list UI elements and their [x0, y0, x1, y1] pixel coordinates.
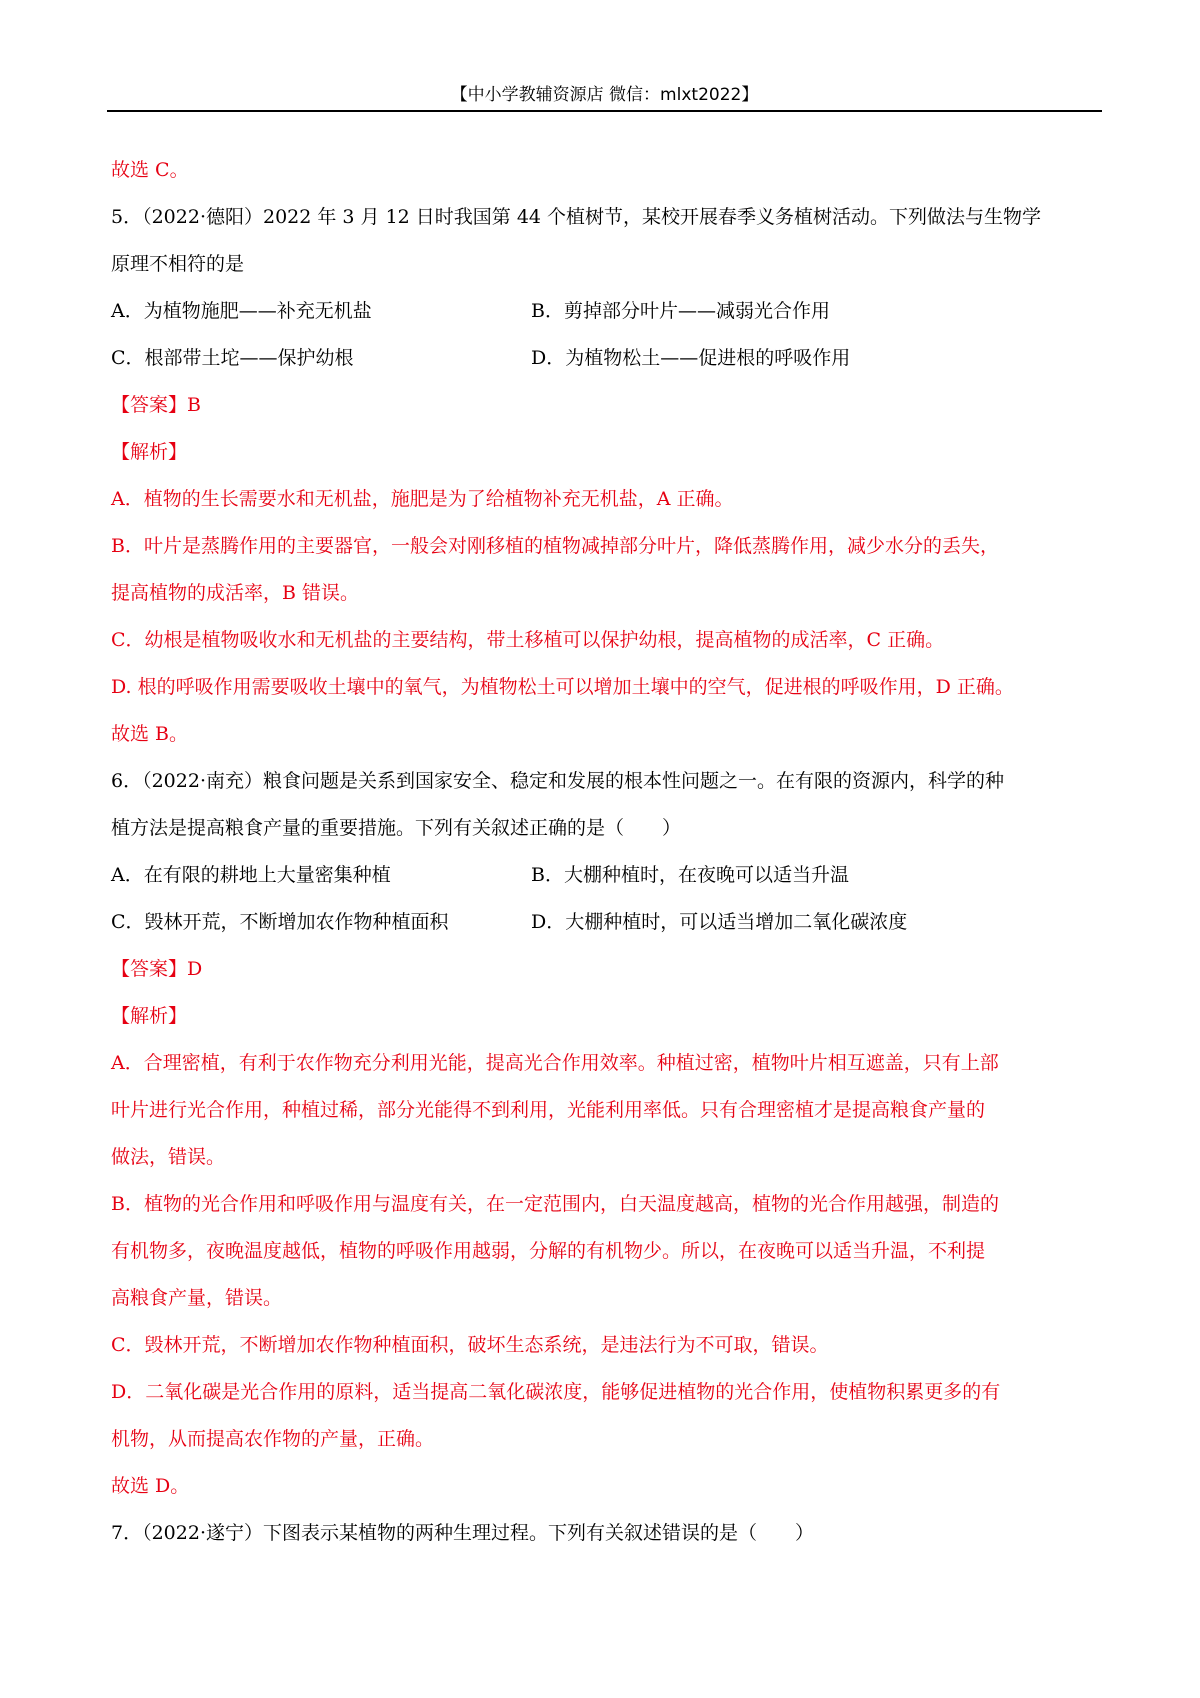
analysis-line: B．植物的光合作用和呼吸作用与温度有关，在一定范围内，白天温度越高，植物的光合作用越强，制造的: [111, 1193, 999, 1215]
question-6: [111, 758, 1096, 1510]
analysis-line: D. 根的呼吸作用需要吸收土壤中的氧气，为植物松土可以增加土壤中的空气，促进根的呼吸作用，D 正确。: [111, 676, 1014, 698]
analysis-line: 有机物多，夜晚温度越低，植物的呼吸作用越弱，分解的有机物少。所以，在夜晚可以适当升温，不利提: [111, 1240, 986, 1262]
header-divider: [107, 110, 1102, 112]
conclusion: 故选 D。: [111, 1475, 190, 1497]
question-stem-line: 5．（2022·德阳）2022 年 3 月 12 日时我国第 44 个植树节，某校开展春季义务植树活动。下列做法与生物学: [111, 206, 1042, 228]
analysis-line: 提高植物的成活率，B 错误。: [111, 582, 360, 604]
analysis-line: B．叶片是蒸腾作用的主要器官，一般会对刚移植的植物减掉部分叶片，降低蒸腾作用，减少水分的丢失，: [111, 535, 999, 557]
question-stem-line: 7．（2022·遂宁）下图表示某植物的两种生理过程。下列有关叙述错误的是（ ）: [111, 1522, 814, 1544]
analysis-line: 叶片进行光合作用，种植过稀，部分光能得不到利用，光能利用率低。只有合理密植才是提高粮食产量的: [111, 1099, 986, 1121]
options-row: [111, 852, 1096, 899]
analysis-line: D．二氧化碳是光合作用的原料，适当提高二氧化碳浓度，能够促进植物的光合作用，使植物积累更多的有: [111, 1381, 1001, 1403]
question-stem-line: 植方法是提高粮食产量的重要措施。下列有关叙述正确的是（ ）: [111, 817, 682, 839]
options-row: [111, 335, 1096, 382]
prev-conclusion: 故选 C。: [111, 159, 189, 181]
option-b: B．大棚种植时，在夜晚可以适当升温: [531, 864, 849, 886]
analysis-line: 高粮食产量，错误。: [111, 1287, 283, 1309]
option-a: A．在有限的耕地上大量密集种植: [111, 864, 391, 886]
option-c: C．根部带土坨——保护幼根: [111, 347, 354, 369]
analysis-line: C．幼根是植物吸收水和无机盐的主要结构，带土移植可以保护幼根，提高植物的成活率，C 正确。: [111, 629, 945, 651]
option-b: B．剪掉部分叶片——减弱光合作用: [531, 300, 830, 322]
analysis-line: 做法，错误。: [111, 1146, 226, 1168]
analysis-line: A．植物的生长需要水和无机盐，施肥是为了给植物补充无机盐，A 正确。: [111, 488, 734, 510]
page-header: 【中小学教辅资源店 微信：mlxt2022】: [450, 85, 759, 105]
page-content: [111, 147, 1096, 1557]
analysis-line: C．毁林开荒，不断增加农作物种植面积，破坏生态系统，是违法行为不可取，错误。: [111, 1334, 829, 1356]
option-d: D．为植物松土——促进根的呼吸作用: [531, 347, 851, 369]
question-stem-line: 6．（2022·南充）粮食问题是关系到国家安全、稳定和发展的根本性问题之一。在有限的资源内，科学的种: [111, 770, 1004, 792]
options-row: [111, 288, 1096, 335]
analysis-label: 【解析】: [111, 441, 188, 463]
question-5: [111, 194, 1096, 758]
analysis-label: 【解析】: [111, 1005, 188, 1027]
answer-label: 【答案】B: [111, 394, 201, 416]
question-7: [111, 1510, 1096, 1557]
option-d: D．大棚种植时，可以适当增加二氧化碳浓度: [531, 911, 908, 933]
answer-label: 【答案】D: [111, 958, 203, 980]
options-row: [111, 899, 1096, 946]
option-c: C．毁林开荒，不断增加农作物种植面积: [111, 911, 449, 933]
analysis-line: 机物，从而提高农作物的产量，正确。: [111, 1428, 435, 1450]
option-a: A．为植物施肥——补充无机盐: [111, 300, 372, 322]
conclusion: 故选 B。: [111, 723, 189, 745]
question-stem-line: 原理不相符的是: [111, 253, 245, 275]
analysis-line: A．合理密植，有利于农作物充分利用光能，提高光合作用效率。种植过密，植物叶片相互遮盖，只有上部: [111, 1052, 999, 1074]
